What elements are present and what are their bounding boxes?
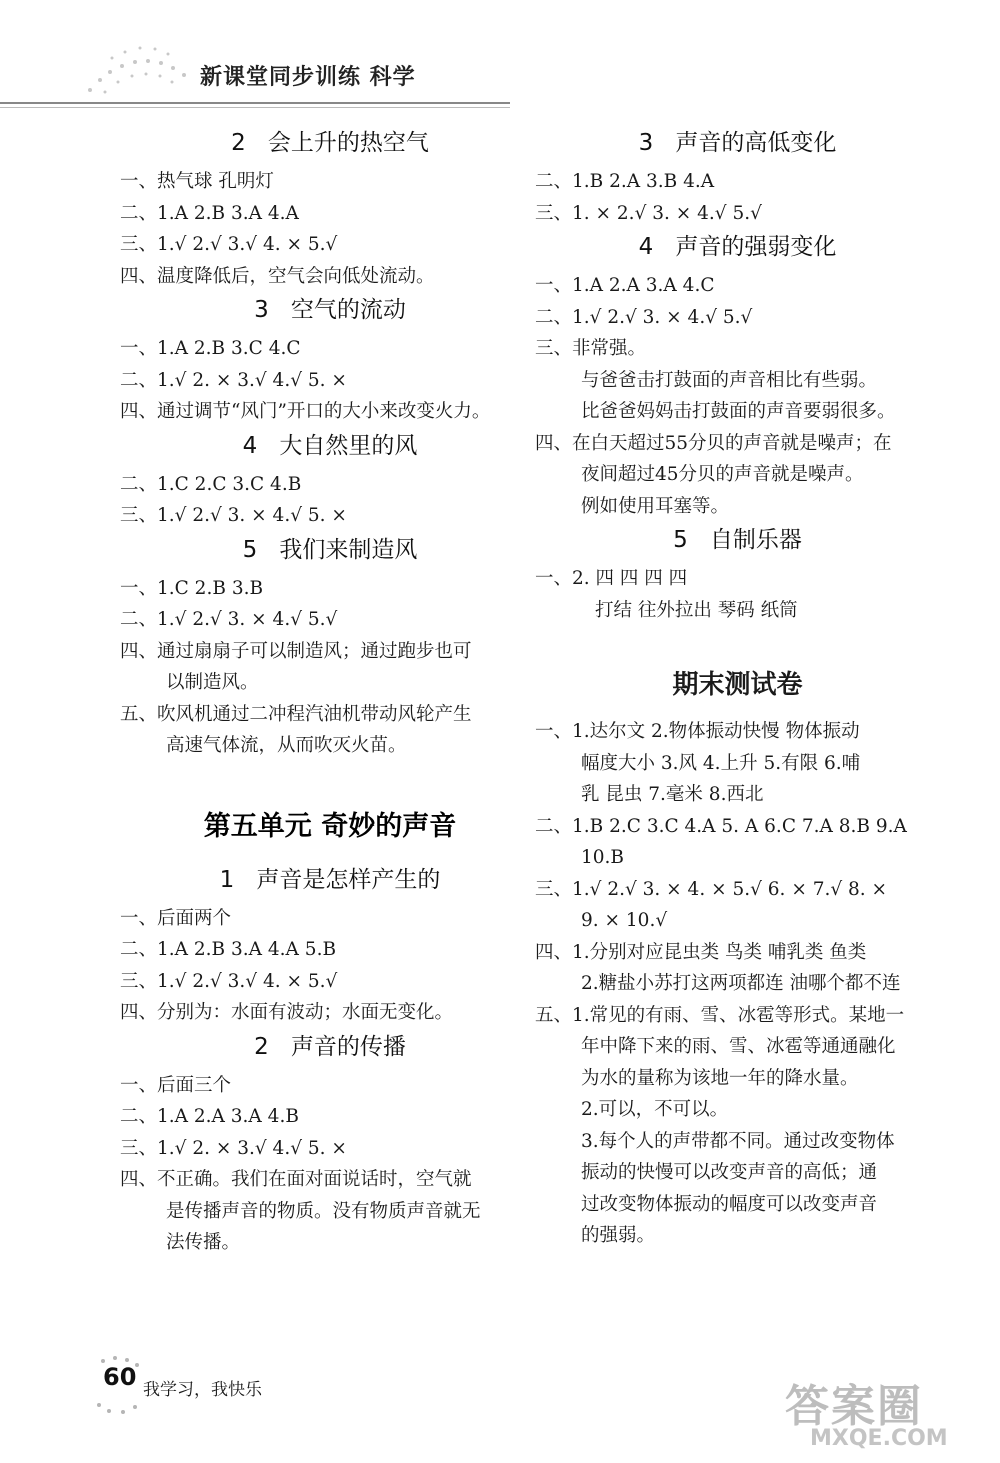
answer-section	[535, 125, 940, 229]
exam-title: 期末测试卷	[672, 670, 803, 700]
answer-section	[535, 229, 940, 522]
header-title: 新课堂同步训练 科学	[200, 65, 416, 90]
answer-section	[120, 125, 540, 292]
section-title	[120, 862, 540, 899]
answer-section	[120, 1029, 540, 1259]
answer-line: 一、后面两个	[120, 907, 232, 929]
section-title	[120, 1029, 540, 1066]
answer-line: 三、1. × 2.√ 3. × 4.√ 5.√	[535, 202, 762, 224]
answer-line: 四、不正确。我们在面对面说话时，空气就	[120, 1169, 472, 1190]
section-title-text: 大自然里的风	[279, 432, 418, 459]
exam-answer-line: 10.B	[581, 847, 625, 868]
answer-line: 二、1.A 2.B 3.A 4.A	[120, 202, 299, 224]
header-rule	[0, 102, 510, 104]
section-number: 1	[219, 866, 235, 893]
page-number: 60	[103, 1363, 137, 1391]
section-title-text: 声音是怎样产生的	[256, 866, 441, 893]
section-title-text: 我们来制造风	[279, 536, 418, 563]
answer-line: 法传播。	[166, 1232, 241, 1253]
header-dot-ornament	[80, 30, 200, 100]
section-title-text: 空气的流动	[290, 297, 406, 323]
unit-title: 第五单元 奇妙的声音	[203, 810, 457, 842]
exam-answer-line: 二、1.B 2.C 3.C 4.A 5. A 6.C 7.A 8.B 9.A	[535, 815, 907, 837]
section-number: 5	[673, 527, 688, 553]
section-title-text: 声音的强弱变化	[675, 234, 837, 260]
answer-line: 四、在白天超过55分贝的声音就是噪声；在	[535, 432, 892, 454]
section-number: 2	[231, 130, 246, 156]
exam-answer-line: 9. × 10.√	[581, 910, 668, 931]
answer-line: 二、1.A 2.B 3.A 4.A 5.B	[120, 939, 337, 960]
answer-section	[120, 862, 540, 1029]
page-header	[0, 0, 1000, 120]
right-column	[535, 125, 940, 1252]
page-footer	[95, 1355, 395, 1415]
header-rule-thin	[0, 107, 510, 108]
answer-line: 四、温度降低后，空气会向低处流动。	[120, 265, 435, 287]
watermark	[740, 1370, 990, 1455]
answer-section	[535, 522, 940, 626]
section-title	[120, 292, 540, 329]
answer-line: 一、热气球 孔明灯	[120, 171, 274, 192]
exam-answer-line: 乳 昆虫 7.毫米 8.西北	[581, 784, 764, 805]
section-title	[120, 428, 540, 465]
section-title	[535, 125, 940, 162]
exam-answer-line: 为水的量称为该地一年的降水量。	[581, 1067, 859, 1089]
section-title	[120, 532, 540, 569]
answer-line: 二、1.C 2.C 3.C 4.B	[120, 473, 302, 495]
answer-line: 二、1.√ 2. × 3.√ 4.√ 5. ×	[120, 369, 347, 391]
answer-line: 三、非常强。	[535, 338, 647, 359]
answer-line: 二、1.√ 2.√ 3. × 4.√ 5.√	[535, 306, 753, 328]
watermark-logo: 答案圈	[785, 1381, 923, 1432]
section-title-text: 声音的传播	[290, 1033, 406, 1060]
exam-answer-line: 年中降下来的雨、雪、冰雹等通通融化	[581, 1036, 896, 1057]
answer-line: 例如使用耳塞等。	[581, 495, 730, 517]
answer-line: 一、1.A 2.A 3.A 4.C	[535, 275, 715, 296]
answer-line: 打结 往外拉出 琴码 纸筒	[595, 599, 798, 621]
section-title	[120, 125, 540, 162]
answer-line: 一、后面三个	[120, 1074, 232, 1096]
exam-answer-line: 四、1.分别对应昆虫类 鸟类 哺乳类 鱼类	[535, 941, 867, 963]
answer-line: 三、1.√ 2. × 3.√ 4.√ 5. ×	[120, 1137, 347, 1159]
section-number: 3	[638, 130, 654, 156]
answer-line: 比爸爸妈妈击打鼓面的声音要弱很多。	[581, 401, 896, 422]
answer-line: 五、吹风机通过二冲程汽油机带动风轮产生	[120, 703, 472, 725]
section-number: 2	[254, 1033, 269, 1060]
exam-answer-line: 幅度大小 3.风 4.上升 5.有限 6.哺	[581, 752, 861, 774]
exam-answer-line: 3.每个人的声带都不同。通过改变物体	[581, 1130, 895, 1152]
section-title-text: 自制乐器	[709, 527, 802, 553]
answer-line: 二、1.B 2.A 3.B 4.A	[535, 171, 715, 192]
answer-line: 四、分别为：水面有波动；水面无变化。	[120, 1002, 454, 1023]
answer-section	[120, 428, 540, 532]
exam-answer-line: 2.可以，不可以。	[581, 1099, 729, 1120]
answer-line: 一、1.A 2.B 3.C 4.C	[120, 338, 301, 359]
section-title	[535, 522, 940, 559]
exam-answer-line: 振动的快慢可以改变声音的高低；通	[581, 1162, 878, 1183]
left-column	[120, 125, 540, 1259]
answer-line: 三、1.√ 2.√ 3.√ 4. × 5.√	[120, 970, 338, 992]
answer-section	[120, 532, 540, 762]
answer-line: 一、2. 四 四 四 四	[535, 568, 688, 589]
answer-section	[120, 292, 540, 428]
answer-line: 是传播声音的物质。没有物质声音就无	[166, 1200, 481, 1222]
exam-answer-line: 过改变物体振动的幅度可以改变声音	[581, 1193, 878, 1215]
answer-line: 四、通过扇扇子可以制造风；通过跑步也可	[120, 640, 472, 662]
exam-answer-line: 五、1.常见的有雨、雪、冰雹等形式。某地一	[535, 1004, 905, 1026]
answer-line: 一、1.C 2.B 3.B	[120, 577, 264, 599]
answer-line: 二、1.A 2.A 3.A 4.B	[120, 1106, 299, 1127]
section-title	[535, 229, 940, 266]
section-number: 3	[254, 297, 269, 323]
exam-answer-line: 的强弱。	[581, 1225, 656, 1246]
section-title-text: 会上升的热空气	[267, 130, 429, 156]
exam-answer-line: 2.糖盐小苏打这两项都连 油哪个都不连	[581, 973, 901, 994]
answer-line: 三、1.√ 2.√ 3.√ 4. × 5.√	[120, 234, 338, 255]
section-title-text: 声音的高低变化	[675, 130, 837, 156]
section-number: 5	[242, 536, 258, 563]
answer-line: 夜间超过45分贝的声音就是噪声。	[581, 464, 864, 485]
answer-line: 与爸爸击打鼓面的声音相比有些弱。	[581, 369, 878, 391]
exam-answer-line: 一、1.达尔文 2.物体振动快慢 物体振动	[535, 721, 860, 742]
answer-line: 三、1.√ 2.√ 3. × 4.√ 5. ×	[120, 505, 347, 526]
answer-line: 二、1.√ 2.√ 3. × 4.√ 5.√	[120, 609, 338, 630]
watermark-url: MXQE.COM	[810, 1426, 948, 1451]
answer-line: 四、通过调节“风门”开口的大小来改变火力。	[120, 401, 491, 422]
section-number: 4	[638, 234, 654, 260]
answer-line: 高速气体流，从而吹灭火苗。	[166, 735, 407, 756]
section-number: 4	[242, 432, 258, 459]
footer-slogan: 我学习，我快乐	[143, 1380, 262, 1400]
answer-line: 以制造风。	[166, 672, 259, 693]
exam-answer-line: 三、1.√ 2.√ 3. × 4. × 5.√ 6. × 7.√ 8. ×	[535, 878, 888, 900]
